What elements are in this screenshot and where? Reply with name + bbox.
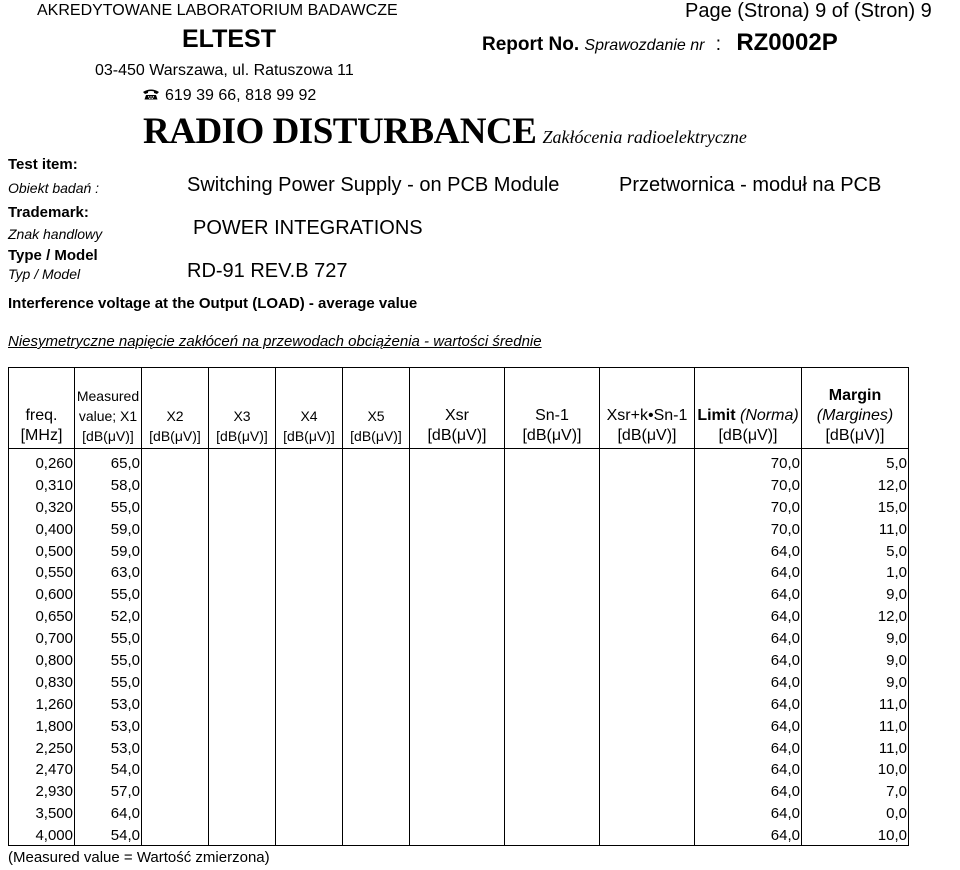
table-cell: 9,0 xyxy=(802,670,909,692)
table-cell xyxy=(343,626,410,648)
header-limit xyxy=(695,368,802,449)
table-cell: 9,0 xyxy=(802,582,909,604)
table-row xyxy=(9,758,909,780)
table-cell xyxy=(209,539,276,561)
table-row xyxy=(9,736,909,758)
table-cell xyxy=(505,736,600,758)
test-item-value: Switching Power Supply - on PCB Module xyxy=(187,174,560,196)
table-cell xyxy=(600,449,695,474)
table-cell: 3,500 xyxy=(9,801,75,823)
table-row xyxy=(9,779,909,801)
report-colon: : xyxy=(715,34,722,55)
table-cell xyxy=(276,449,343,474)
table-cell xyxy=(209,449,276,474)
header-line: X5 xyxy=(367,408,385,424)
table-row xyxy=(9,714,909,736)
header-x4 xyxy=(276,368,343,449)
table-cell xyxy=(276,582,343,604)
header-line: value; X1 xyxy=(78,408,138,424)
table-cell xyxy=(276,539,343,561)
table-cell: 64,0 xyxy=(695,736,802,758)
table-row xyxy=(9,823,909,845)
table-row xyxy=(9,449,909,474)
section-title: Interference voltage at the Output (LOAD) - average value xyxy=(8,295,418,312)
table-cell xyxy=(343,561,410,583)
table-cell xyxy=(142,823,209,845)
table-cell: 65,0 xyxy=(75,449,142,474)
table-cell xyxy=(410,626,505,648)
table-cell: 11,0 xyxy=(802,736,909,758)
table-cell: 15,0 xyxy=(802,495,909,517)
table-cell xyxy=(142,449,209,474)
report-title xyxy=(143,110,747,153)
table-cell xyxy=(209,495,276,517)
table-cell: 10,0 xyxy=(802,823,909,845)
table-cell xyxy=(209,823,276,845)
table-cell xyxy=(505,495,600,517)
table-cell: 53,0 xyxy=(75,692,142,714)
header-line: Margin xyxy=(828,387,882,404)
table-cell xyxy=(142,692,209,714)
table-cell xyxy=(142,582,209,604)
table-cell: 64,0 xyxy=(75,801,142,823)
table-row xyxy=(9,626,909,648)
page-info: Page (Strona) 9 of (Stron) 9 xyxy=(685,0,932,22)
table-cell xyxy=(343,801,410,823)
table-cell xyxy=(209,736,276,758)
table-cell: 1,0 xyxy=(802,561,909,583)
table-cell xyxy=(343,670,410,692)
table-cell xyxy=(410,473,505,495)
table-cell xyxy=(410,692,505,714)
table-row xyxy=(9,604,909,626)
table-cell: 58,0 xyxy=(75,473,142,495)
table-cell: 57,0 xyxy=(75,779,142,801)
header-line: [dB(μV)] xyxy=(522,427,582,444)
table-cell xyxy=(276,823,343,845)
table-cell xyxy=(505,670,600,692)
table-row xyxy=(9,473,909,495)
header-line: [dB(μV)] xyxy=(82,428,134,444)
header-x3 xyxy=(209,368,276,449)
table-cell: 9,0 xyxy=(802,626,909,648)
table-cell xyxy=(600,801,695,823)
table-cell xyxy=(343,648,410,670)
table-cell xyxy=(600,670,695,692)
table-cell xyxy=(276,714,343,736)
header-margin xyxy=(802,368,909,449)
table-cell: 53,0 xyxy=(75,736,142,758)
table-cell xyxy=(505,801,600,823)
table-cell xyxy=(142,626,209,648)
table-cell xyxy=(600,604,695,626)
trademark-label-pl: Znak handlowy xyxy=(8,226,103,242)
table-cell xyxy=(343,714,410,736)
table-cell xyxy=(505,582,600,604)
header-line: [dB(μV)] xyxy=(427,427,487,444)
table-row xyxy=(9,648,909,670)
table-cell xyxy=(505,561,600,583)
table-cell xyxy=(343,582,410,604)
table-cell: 55,0 xyxy=(75,495,142,517)
table-cell xyxy=(410,539,505,561)
table-cell xyxy=(505,648,600,670)
table-cell xyxy=(505,692,600,714)
table-cell xyxy=(410,736,505,758)
header-line: [dB(μV)] xyxy=(718,427,778,444)
table-cell xyxy=(600,823,695,845)
header-line: freq. xyxy=(25,407,58,424)
table-cell xyxy=(505,517,600,539)
table-cell xyxy=(343,758,410,780)
test-item-label-pl: Obiekt badań : xyxy=(8,180,100,196)
header-line: [dB(μV)] xyxy=(149,428,201,444)
type-value: RD-91 REV.B 727 xyxy=(187,260,348,282)
test-item-value-pl: Przetwornica - moduł na PCB xyxy=(619,174,882,196)
table-cell xyxy=(142,736,209,758)
table-cell: 55,0 xyxy=(75,626,142,648)
table-cell: 0,800 xyxy=(9,648,75,670)
table-cell xyxy=(600,714,695,736)
table-cell: 0,500 xyxy=(9,539,75,561)
table-cell: 64,0 xyxy=(695,823,802,845)
table-cell xyxy=(142,517,209,539)
table-cell: 5,0 xyxy=(802,539,909,561)
header-line: Sn-1 xyxy=(535,407,569,424)
table-cell: 70,0 xyxy=(695,495,802,517)
table-row xyxy=(9,561,909,583)
table-cell xyxy=(505,473,600,495)
table-cell: 12,0 xyxy=(802,473,909,495)
table-cell xyxy=(343,473,410,495)
trademark-label: Trademark: xyxy=(8,204,89,221)
header-xsr-k-sn1 xyxy=(600,368,695,449)
table-cell xyxy=(209,801,276,823)
table-cell: 0,260 xyxy=(9,449,75,474)
header-line: (Margines) xyxy=(816,407,894,424)
header-line: Measured xyxy=(76,388,140,404)
header-x2 xyxy=(142,368,209,449)
table-cell xyxy=(209,517,276,539)
table-cell: 70,0 xyxy=(695,449,802,474)
table-cell: 53,0 xyxy=(75,714,142,736)
table-cell xyxy=(600,779,695,801)
table-cell: 64,0 xyxy=(695,561,802,583)
table-cell xyxy=(142,495,209,517)
lab-name: AKREDYTOWANE LABORATORIUM BADAWCZE xyxy=(37,2,398,19)
table-cell xyxy=(410,714,505,736)
table-cell xyxy=(600,692,695,714)
table-cell xyxy=(410,648,505,670)
table-cell: 7,0 xyxy=(802,779,909,801)
header-xsr xyxy=(410,368,505,449)
section-title-pl: Niesymetryczne napięcie zakłóceń na przewodach obciążenia - wartości średnie xyxy=(8,333,542,350)
title-sub-pl: Zakłócenia radioelektryczne xyxy=(542,127,747,147)
table-cell xyxy=(276,779,343,801)
table-row xyxy=(9,692,909,714)
table-cell xyxy=(276,495,343,517)
table-cell xyxy=(505,449,600,474)
table-cell xyxy=(142,473,209,495)
table-cell xyxy=(600,582,695,604)
table-cell xyxy=(600,539,695,561)
table-row xyxy=(9,517,909,539)
table-cell xyxy=(142,561,209,583)
table-cell: 55,0 xyxy=(75,670,142,692)
table-cell xyxy=(600,626,695,648)
table-cell: 64,0 xyxy=(695,779,802,801)
table-cell xyxy=(276,473,343,495)
report-label-pl: Sprawozdanie nr xyxy=(584,37,705,54)
table-row xyxy=(9,495,909,517)
table-cell xyxy=(410,495,505,517)
table-cell xyxy=(209,714,276,736)
table-cell: 5,0 xyxy=(802,449,909,474)
phone-numbers: 619 39 66, 818 99 92 xyxy=(165,87,317,104)
table-cell xyxy=(276,670,343,692)
table-cell xyxy=(142,714,209,736)
table-cell xyxy=(410,801,505,823)
table-body xyxy=(9,449,909,846)
table-cell xyxy=(209,582,276,604)
table-cell xyxy=(410,517,505,539)
table-cell xyxy=(276,604,343,626)
table-cell xyxy=(343,449,410,474)
table-cell xyxy=(343,539,410,561)
table-cell xyxy=(410,582,505,604)
table-cell xyxy=(600,473,695,495)
report-number: RZ0002P xyxy=(736,29,838,56)
table-cell xyxy=(276,648,343,670)
header-line: Xsr xyxy=(445,407,469,424)
table-cell xyxy=(343,495,410,517)
table-cell xyxy=(410,604,505,626)
table-cell xyxy=(410,561,505,583)
table-cell: 64,0 xyxy=(695,604,802,626)
table-cell: 0,320 xyxy=(9,495,75,517)
table-cell: 0,400 xyxy=(9,517,75,539)
table-cell xyxy=(142,648,209,670)
table-cell: 0,700 xyxy=(9,626,75,648)
header-line: X3 xyxy=(233,408,251,424)
table-cell xyxy=(410,670,505,692)
table-cell: 2,930 xyxy=(9,779,75,801)
table-cell xyxy=(276,626,343,648)
table-cell xyxy=(209,648,276,670)
report-number-line xyxy=(482,29,838,57)
table-cell: 52,0 xyxy=(75,604,142,626)
table-cell: 0,650 xyxy=(9,604,75,626)
type-label-pl: Typ / Model xyxy=(8,266,81,282)
table-cell xyxy=(276,801,343,823)
header-line: [dB(μV)] xyxy=(350,428,402,444)
table-cell xyxy=(600,736,695,758)
header-line: [dB(μV)] xyxy=(617,427,677,444)
table-cell: 59,0 xyxy=(75,539,142,561)
table-cell xyxy=(343,604,410,626)
table-cell xyxy=(600,648,695,670)
table-cell: 64,0 xyxy=(695,692,802,714)
table-cell xyxy=(209,670,276,692)
lab-phone xyxy=(142,87,316,105)
table-cell: 0,550 xyxy=(9,561,75,583)
header-freq xyxy=(9,368,75,449)
table-cell: 0,310 xyxy=(9,473,75,495)
table-cell: 55,0 xyxy=(75,582,142,604)
test-item-label: Test item: xyxy=(8,156,78,173)
table-cell: 12,0 xyxy=(802,604,909,626)
header-line: [MHz] xyxy=(20,427,63,444)
header-line: [dB(μV)] xyxy=(283,428,335,444)
table-cell: 1,800 xyxy=(9,714,75,736)
table-cell: 64,0 xyxy=(695,648,802,670)
type-label: Type / Model xyxy=(8,247,98,264)
table-cell xyxy=(209,473,276,495)
table-cell xyxy=(142,758,209,780)
table-cell xyxy=(410,758,505,780)
table-cell xyxy=(505,714,600,736)
table-cell xyxy=(343,692,410,714)
footnote: (Measured value = Wartość zmierzona) xyxy=(8,849,270,866)
table-cell: 64,0 xyxy=(695,582,802,604)
telephone-icon xyxy=(142,87,160,99)
table-cell xyxy=(209,692,276,714)
header-measured xyxy=(75,368,142,449)
table-cell xyxy=(209,758,276,780)
table-row xyxy=(9,539,909,561)
table-cell xyxy=(505,779,600,801)
header-line: X4 xyxy=(300,408,318,424)
header-line: [dB(μV)] xyxy=(216,428,268,444)
header-x5 xyxy=(343,368,410,449)
table-cell: 64,0 xyxy=(695,758,802,780)
table-cell xyxy=(142,670,209,692)
table-cell xyxy=(600,561,695,583)
table-row xyxy=(9,801,909,823)
header-line: X2 xyxy=(166,408,184,424)
table-cell xyxy=(410,779,505,801)
measurement-table xyxy=(8,367,909,846)
table-cell xyxy=(276,736,343,758)
table-cell xyxy=(209,604,276,626)
table-cell xyxy=(276,561,343,583)
table-cell xyxy=(600,495,695,517)
lab-short-name: ELTEST xyxy=(182,25,276,53)
table-cell xyxy=(343,823,410,845)
table-cell: 11,0 xyxy=(802,517,909,539)
table-cell xyxy=(600,758,695,780)
table-cell: 2,250 xyxy=(9,736,75,758)
table-cell xyxy=(600,517,695,539)
table-cell: 54,0 xyxy=(75,758,142,780)
table-cell: 70,0 xyxy=(695,517,802,539)
table-cell xyxy=(343,779,410,801)
table-cell: 59,0 xyxy=(75,517,142,539)
table-cell xyxy=(505,758,600,780)
table-cell xyxy=(276,692,343,714)
table-cell xyxy=(343,517,410,539)
table-cell: 54,0 xyxy=(75,823,142,845)
table-cell: 64,0 xyxy=(695,539,802,561)
table-cell xyxy=(410,449,505,474)
table-cell: 9,0 xyxy=(802,648,909,670)
table-cell: 11,0 xyxy=(802,714,909,736)
table-cell: 64,0 xyxy=(695,714,802,736)
table-row xyxy=(9,670,909,692)
table-cell: 64,0 xyxy=(695,626,802,648)
table-cell xyxy=(276,517,343,539)
report-label: Report No. xyxy=(482,34,580,55)
table-cell xyxy=(142,801,209,823)
header-line: [dB(μV)] xyxy=(825,427,885,444)
table-header-row xyxy=(9,368,909,449)
table-cell: 64,0 xyxy=(695,801,802,823)
table-cell: 0,0 xyxy=(802,801,909,823)
table-cell: 0,830 xyxy=(9,670,75,692)
trademark-value: POWER INTEGRATIONS xyxy=(193,217,423,239)
table-cell xyxy=(209,779,276,801)
lab-address: 03-450 Warszawa, ul. Ratuszowa 11 xyxy=(95,62,354,79)
table-cell: 63,0 xyxy=(75,561,142,583)
table-cell xyxy=(209,561,276,583)
table-cell xyxy=(505,539,600,561)
table-cell xyxy=(142,539,209,561)
table-cell xyxy=(142,779,209,801)
table-cell xyxy=(505,626,600,648)
table-cell xyxy=(276,758,343,780)
table-cell: 10,0 xyxy=(802,758,909,780)
header-line: Limit (Norma) xyxy=(697,407,799,424)
table-cell xyxy=(209,626,276,648)
table-cell: 11,0 xyxy=(802,692,909,714)
table-cell: 64,0 xyxy=(695,670,802,692)
title-main: RADIO DISTURBANCE xyxy=(143,111,537,152)
table-cell: 0,600 xyxy=(9,582,75,604)
table-cell xyxy=(505,823,600,845)
table-cell xyxy=(410,823,505,845)
table-cell: 70,0 xyxy=(695,473,802,495)
table-cell: 55,0 xyxy=(75,648,142,670)
table-row xyxy=(9,582,909,604)
table-cell: 4,000 xyxy=(9,823,75,845)
header-line: Xsr+k•Sn-1 xyxy=(606,407,688,424)
table-cell xyxy=(142,604,209,626)
header-sn1 xyxy=(505,368,600,449)
table-cell: 1,260 xyxy=(9,692,75,714)
table-cell xyxy=(505,604,600,626)
table-cell xyxy=(343,736,410,758)
table-cell: 2,470 xyxy=(9,758,75,780)
